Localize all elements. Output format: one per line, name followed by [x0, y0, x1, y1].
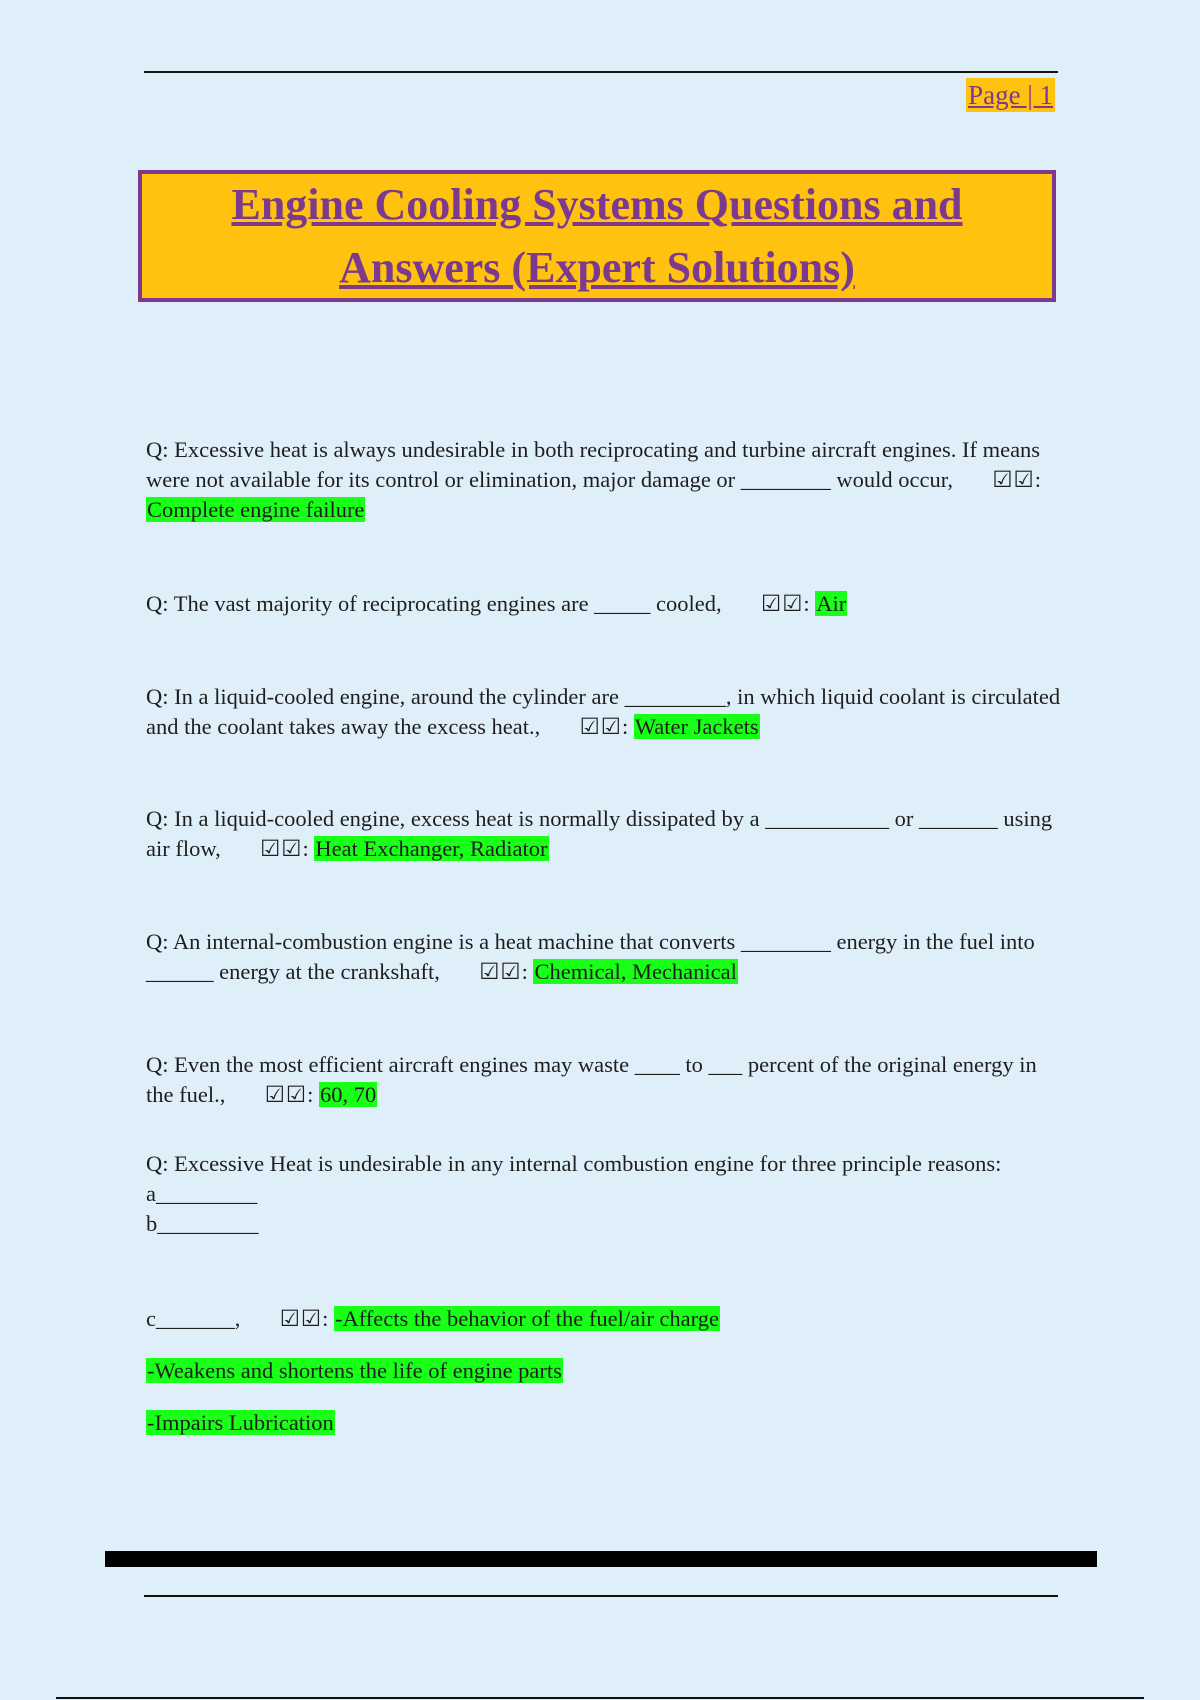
- checkmark-icon: ☑☑: [260, 836, 303, 861]
- qa-item-7-answer-3: [146, 1408, 1066, 1438]
- footer-thick-rule: [105, 1551, 1097, 1567]
- qa-item-4: Q: In a liquid-cooled engine, excess heat is normally dissipated by a ___________ or _______ using air flow, ☑☑: Heat Exchanger, Radiator: [146, 806, 1053, 861]
- answer-highlight: Water Jackets: [634, 714, 759, 739]
- answer-highlight: -Weakens and shortens the life of engine parts: [147, 1358, 562, 1383]
- header-rule: [144, 71, 1058, 73]
- checkmark-icon: ☑☑: [264, 1082, 308, 1107]
- answer-highlight: Chemical, Mechanical: [534, 959, 737, 984]
- qa-item-1: Q: Excessive heat is always undesirable in both reciprocating and turbine aircraft engines. If means were not available for its control or elimination, major damage or ________ would occur, ☑☑: Complete engine failure: [146, 437, 1041, 522]
- question-text: Q: In a liquid-cooled engine, excess heat is normally dissipated by a ___________ or _______ using air flow,: [146, 806, 1053, 861]
- qa-item-7: [146, 1149, 1066, 1239]
- question-text: Q: In a liquid-cooled engine, around the cylinder are _________, in which liquid coolant is circulated and the coolant takes away the excess heat.,: [146, 684, 1061, 739]
- checkmark-icon: ☑☑: [279, 1306, 323, 1331]
- title-box: [138, 170, 1056, 302]
- answer-highlight: -Impairs Lubrication: [147, 1410, 334, 1435]
- title-line-2: Answers (Expert Solutions): [339, 243, 855, 292]
- qa-item-7-answer-row: c_______, ☑☑: -Affects the behavior of the fuel/air charge: [146, 1306, 719, 1331]
- blank-b: b_________: [146, 1211, 259, 1236]
- checkmark-icon: ☑☑: [761, 591, 804, 616]
- question-text: Q: The vast majority of reciprocating engines are _____ cooled,: [146, 591, 722, 616]
- answer-highlight: Complete engine failure: [147, 497, 365, 522]
- checkmark-icon: ☑☑: [479, 959, 522, 984]
- question-text: Q: Excessive heat is always undesirable in both reciprocating and turbine aircraft engines. If means were not available for its control or elimination, major damage or ________ would occur,: [146, 437, 1041, 492]
- page-number: Page | 1: [968, 80, 1053, 110]
- qa-item-5: Q: An internal-combustion engine is a heat machine that converts ________ energy in the fuel into ______ energy at the crankshaft, ☑☑: Chemical, Mechanical: [146, 929, 1035, 984]
- question-text: Q: Even the most efficient aircraft engines may waste ____ to ___ percent of the original energy in the fuel.,: [146, 1052, 1037, 1107]
- qa-item-6: Q: Even the most efficient aircraft engines may waste ____ to ___ percent of the original energy in the fuel., ☑☑: 60, 70: [146, 1052, 1037, 1107]
- question-text: Q: Excessive Heat is undesirable in any internal combustion engine for three principle reasons:: [146, 1151, 1002, 1176]
- page-bottom-rule: [56, 1697, 1144, 1699]
- question-text: Q: An internal-combustion engine is a heat machine that converts ________ energy in the fuel into ______ energy at the crankshaft,: [146, 929, 1035, 984]
- checkmark-icon: ☑☑: [992, 467, 1035, 492]
- checkmark-icon: ☑☑: [579, 714, 622, 739]
- document-title: [181, 173, 1012, 299]
- answer-highlight: Air: [816, 591, 847, 616]
- blank-c: c_______,: [146, 1306, 241, 1331]
- footer-rule: [144, 1595, 1058, 1597]
- answer-highlight: Heat Exchanger, Radiator: [315, 836, 548, 861]
- qa-item-3: Q: In a liquid-cooled engine, around the cylinder are _________, in which liquid coolant is circulated and the coolant takes away the excess heat., ☑☑: Water Jackets: [146, 684, 1061, 739]
- blank-a: a_________: [146, 1181, 258, 1206]
- answer-highlight: 60, 70: [319, 1082, 377, 1107]
- qa-item-7-answer-2: [146, 1356, 1066, 1386]
- title-line-1: Engine Cooling Systems Questions and: [231, 180, 963, 229]
- qa-item-2: Q: The vast majority of reciprocating engines are _____ cooled, ☑☑: Air: [146, 591, 847, 616]
- answer-highlight: -Affects the behavior of the fuel/air charge: [334, 1306, 719, 1331]
